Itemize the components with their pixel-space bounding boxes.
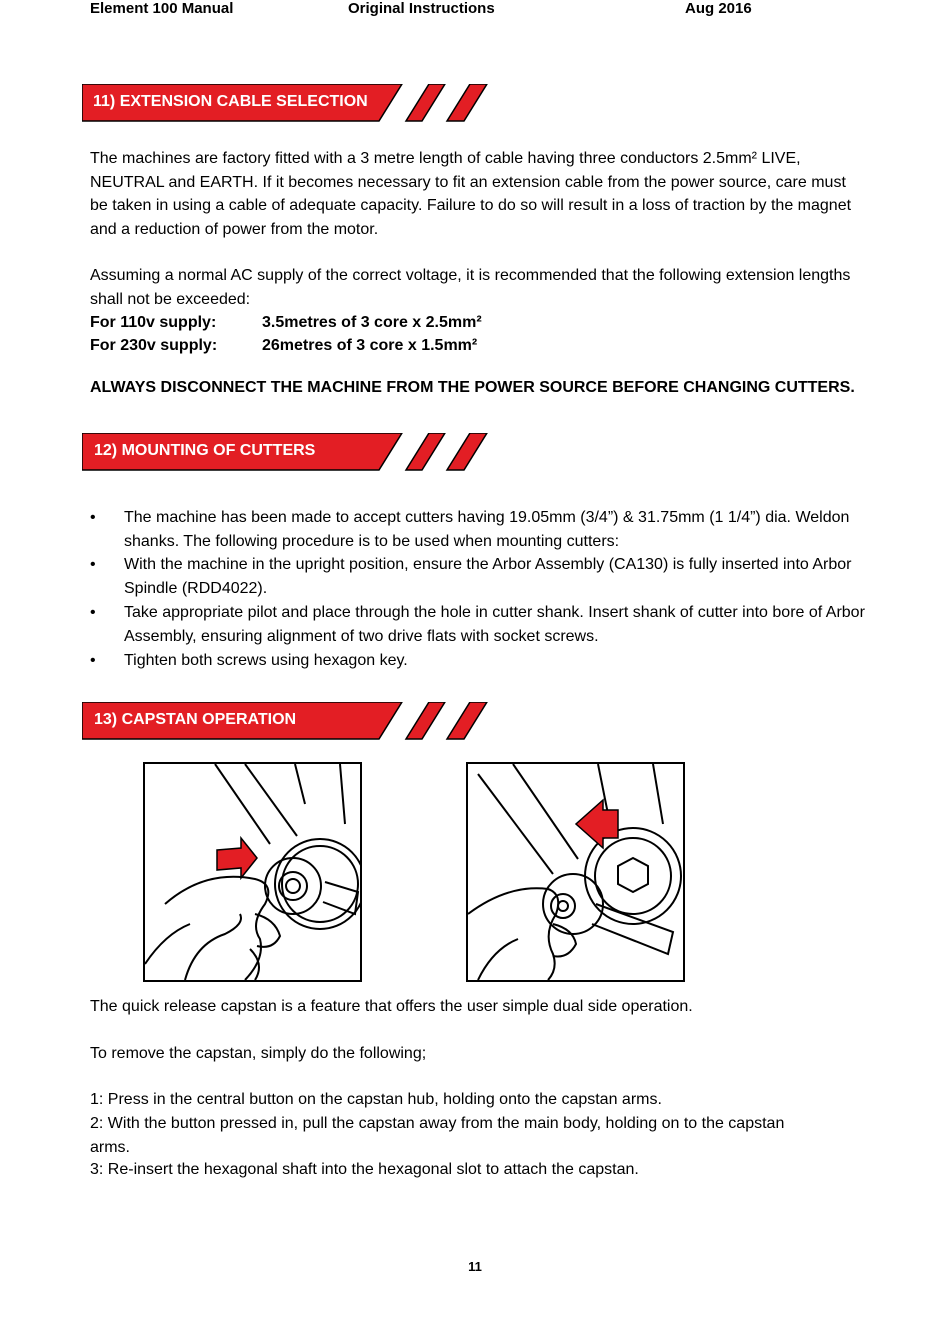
capstan-paragraph-2: To remove the capstan, simply do the following; xyxy=(90,1045,427,1062)
capstan-pull-drawing xyxy=(468,764,683,980)
supply-row-110v xyxy=(90,311,482,335)
supply-value-230v: 26metres of 3 core x 1.5mm² xyxy=(262,337,478,354)
bullet-text-pilot: Take appropriate pilot and place through the hole in cutter shank. Insert shank of cutter into bore of Arbor Assembly, ensuring alignment of two drive flats with socket screws. xyxy=(124,604,865,645)
supply-label-230v: For 230v supply: xyxy=(90,337,218,354)
supply-value-110v: 3.5metres of 3 core x 2.5mm² xyxy=(262,314,482,331)
extension-paragraph-2: Assuming a normal AC supply of the correct voltage, it is recommended that the following extension lengths shall not be exceeded: xyxy=(90,267,851,308)
bullet-text-cutter-size: The machine has been made to accept cutters having 19.05mm (3/4”) & 31.75mm (1 1/4”) dia. Weldon shanks. The following procedure is to be used when mounting cutters: xyxy=(124,509,850,550)
capstan-step-2: 2: With the button pressed in, pull the capstan away from the main body, holding on to the capstan arms. xyxy=(90,1115,785,1156)
bullet-icon: • xyxy=(90,509,96,526)
capstan-illustration-pull xyxy=(466,762,685,982)
capstan-paragraph-1: The quick release capstan is a feature that offers the user simple dual side operation. xyxy=(90,998,693,1015)
section-banner-mounting xyxy=(82,433,492,471)
section-title-capstan: 13) CAPSTAN OPERATION xyxy=(94,711,297,728)
bullet-icon: • xyxy=(90,556,96,573)
header-manual-title: Element 100 Manual xyxy=(90,0,234,17)
section-title-mounting: 12) MOUNTING OF CUTTERS xyxy=(94,442,316,459)
capstan-illustration-press xyxy=(143,762,362,982)
section-banner-capstan xyxy=(82,702,492,740)
bullet-icon: • xyxy=(90,604,96,621)
bullet-text-tighten: Tighten both screws using hexagon key. xyxy=(124,652,408,669)
capstan-press-drawing xyxy=(145,764,360,980)
supply-row-230v xyxy=(90,334,478,358)
supply-label-110v: For 110v supply: xyxy=(90,314,217,331)
extension-paragraph-1: The machines are factory fitted with a 3 metre length of cable having three conductors 2.5mm² LIVE, NEUTRAL and EARTH. If it becomes necessary to fit an extension cable from the power source, care must be taken in using a cable of adequate capacity. Failure to do so will result in a loss of traction by the magnet and a reduction of power from the motor. xyxy=(90,150,852,238)
page-number: 11 xyxy=(468,1259,482,1274)
capstan-step-3: 3: Re-insert the hexagonal shaft into the hexagonal slot to attach the capstan. xyxy=(90,1161,639,1178)
header-original-instructions: Original Instructions xyxy=(348,0,495,17)
list-item xyxy=(90,649,865,673)
bullet-text-upright-position: With the machine in the upright position, ensure the Arbor Assembly (CA130) is fully inserted into Arbor Spindle (RDD4022). xyxy=(124,556,852,597)
list-item xyxy=(90,601,865,648)
header-date: Aug 2016 xyxy=(685,0,752,17)
disconnect-warning: ALWAYS DISCONNECT THE MACHINE FROM THE POWER SOURCE BEFORE CHANGING CUTTERS. xyxy=(90,379,855,396)
section-title-extension: 11) EXTENSION CABLE SELECTION xyxy=(93,93,368,110)
bullet-icon: • xyxy=(90,652,96,669)
list-item xyxy=(90,553,865,600)
list-item xyxy=(90,506,865,553)
capstan-step-1: 1: Press in the central button on the capstan hub, holding onto the capstan arms. xyxy=(90,1091,662,1108)
section-banner-extension xyxy=(82,84,492,122)
